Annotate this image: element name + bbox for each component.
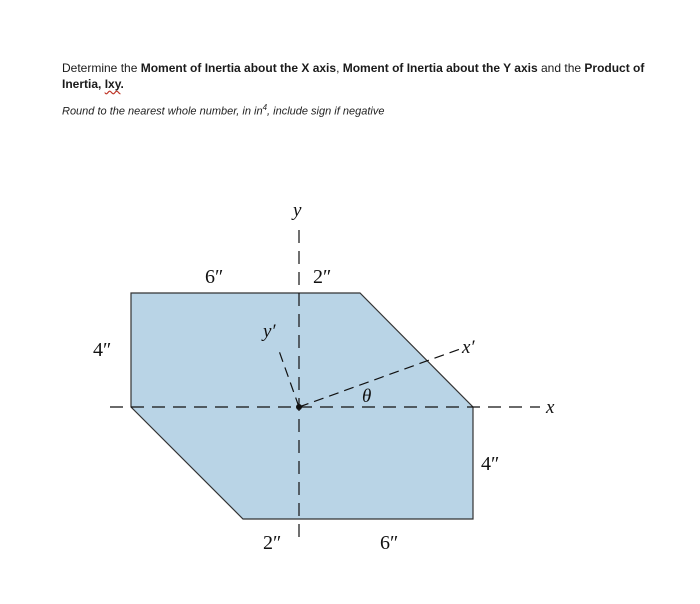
x-axis-label: x	[546, 397, 555, 418]
y-prime-label: y′	[263, 321, 276, 342]
question-bold-ixy: Product of Inertia,	[62, 61, 645, 91]
instruction-exponent: 4	[262, 103, 268, 112]
dim-top-right: 2″	[313, 266, 332, 288]
dim-top-left: 6″	[205, 266, 224, 288]
instruction-text-end: , include sign if negative	[267, 105, 385, 118]
dim-bottom-left: 2″	[263, 532, 282, 554]
question-part: Determine the	[62, 61, 141, 75]
dim-left: 4″	[93, 339, 112, 361]
question-bold-iy: Moment of Inertia about the Y axis	[342, 61, 538, 75]
y-axis-label: y	[293, 200, 302, 221]
theta-label: θ	[362, 386, 372, 407]
dim-bottom-right: 6″	[380, 532, 399, 554]
question-bold-ix: Moment of Inertia about the X axis	[140, 61, 337, 75]
centroid-dot	[296, 404, 302, 410]
x-prime-label: x′	[462, 337, 475, 358]
question-period: .	[120, 77, 124, 91]
question-part: ,	[336, 61, 343, 75]
ixy-term: Ixy	[104, 77, 121, 91]
question-part: and the	[537, 61, 585, 75]
dim-right: 4″	[481, 453, 500, 475]
instruction-text: Round to the nearest whole number, in in	[62, 105, 263, 118]
